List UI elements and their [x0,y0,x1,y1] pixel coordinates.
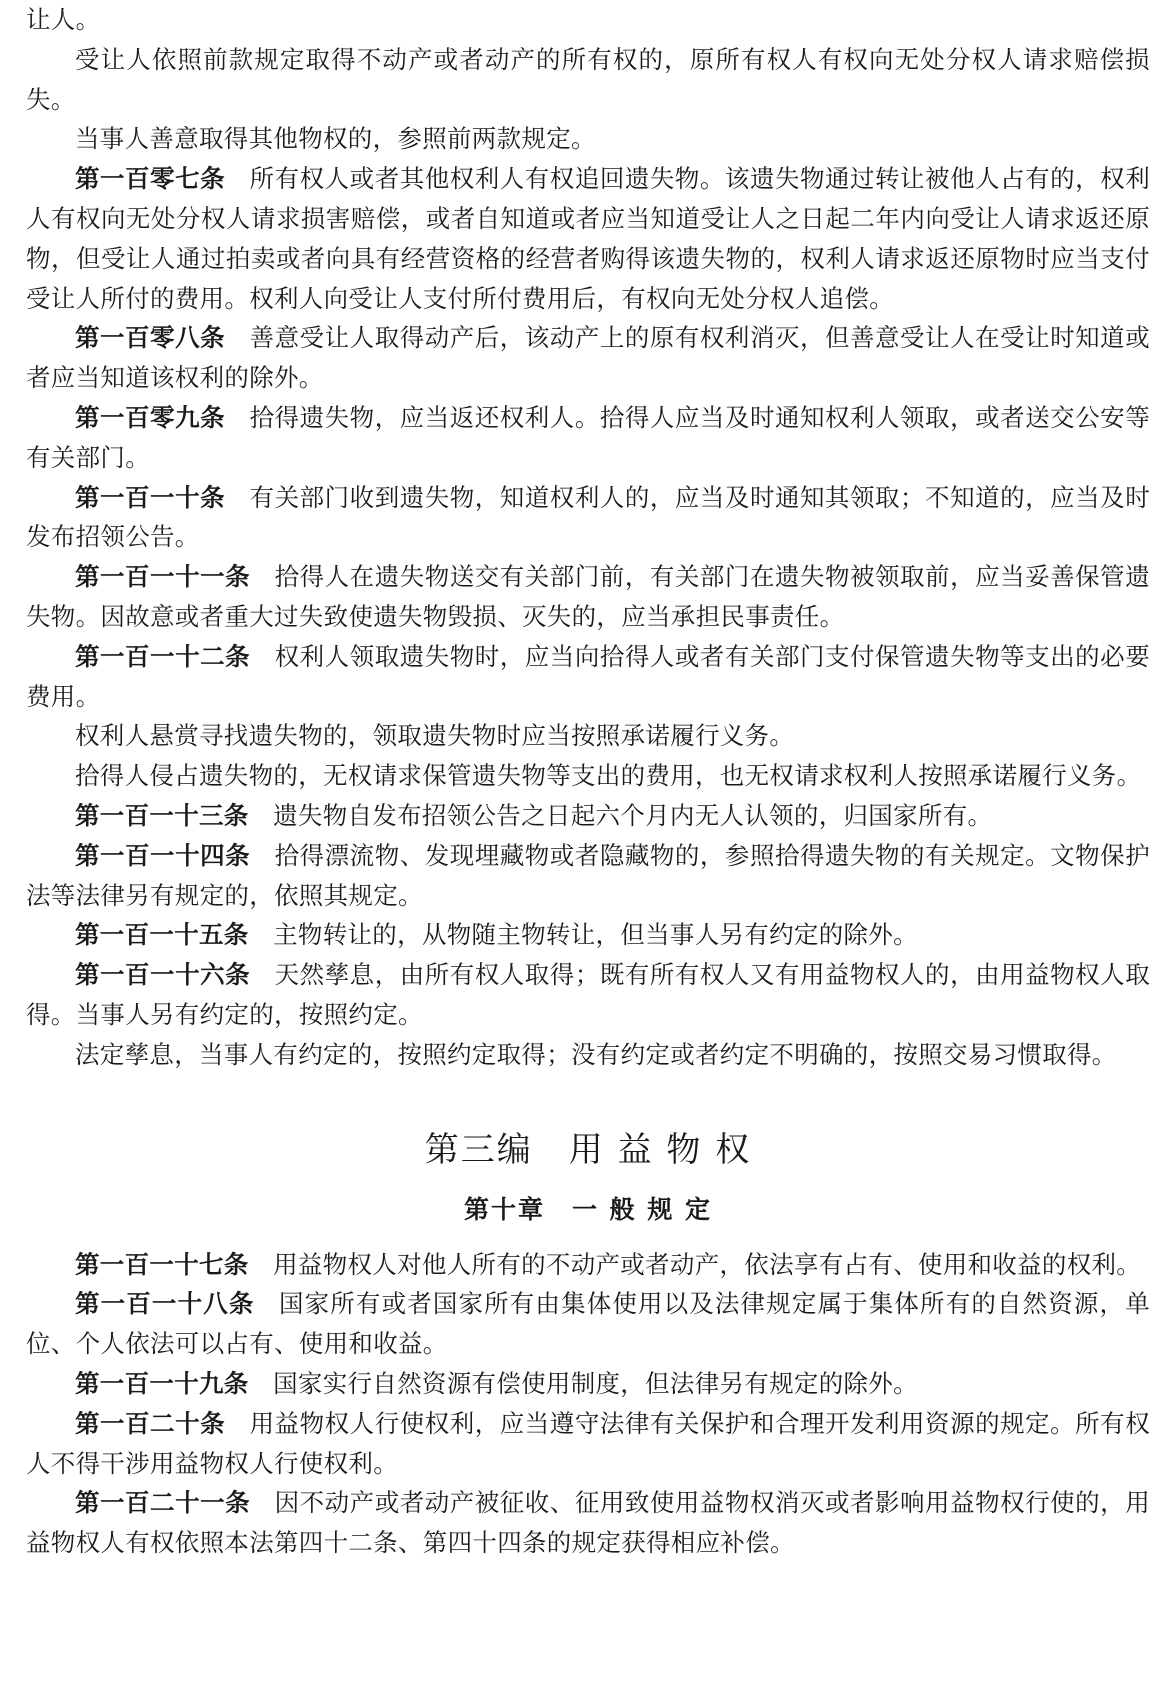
article-paragraph [26,159,1150,318]
article-paragraph [26,836,1150,916]
article-paragraph [26,1483,1150,1563]
paragraph-text: 拾得人在遗失物送交有关部门前，有关部门在遗失物被领取前，应当妥善保管遗失物。因故意或者重大过失致使遗失物毁损、灭失的，应当承担民事责任。 [26,562,1150,631]
paragraph-text: 因不动产或者动产被征收、征用致使用益物权消灭或者影响用益物权行使的，用益物权人有权依照本法第四十二条、第四十四条的规定获得相应补偿。 [26,1488,1150,1558]
article-number: 第一百零九条 [75,402,226,432]
article-paragraph [26,637,1150,717]
article-number: 第一百二十一条 [75,1488,251,1518]
paragraph-text: 所有权人或者其他权利人有权追回遗失物。该遗失物通过转让被他人占有的，权利人有权向无处分权人请求损害赔偿，或者自知道或者应当知道受让人之日起二年内向受让人请求返还原物，但受让人通过拍卖或者向具有经营资格的经营者购得该遗失物的，权利人请求返还原物时应当支付受让人所付的费用。权利人向受让人支付所付费用后，有权向无处分权人追偿。 [26,164,1150,313]
paragraph-text: 受让人依照前款规定取得不动产或者动产的所有权的，原所有权人有权向无处分权人请求赔偿损失。 [26,44,1150,114]
paragraph-text: 国家所有或者国家所有由集体使用以及法律规定属于集体所有的自然资源，单位、个人依法可以占有、使用和收益。 [26,1289,1150,1359]
paragraph-text: 法定孳息，当事人有约定的，按照约定取得；没有约定或者约定不明确的，按照交易习惯取得。 [75,1039,1117,1069]
paragraph-text: 权利人悬赏寻找遗失物的，领取遗失物时应当按照承诺履行义务。 [75,721,795,751]
paragraph-text: 主物转让的，从物随主物转让，但当事人另有约定的除外。 [273,920,918,950]
document-page [26,0,1150,1563]
paragraph [26,1035,1150,1075]
bottom-articles [26,1245,1150,1563]
article-paragraph [26,398,1150,478]
paragraph-text: 善意受让人取得动产后，该动产上的原有权利消灭，但善意受让人在受让时知道或者应当知道该权利的除外。 [26,323,1150,393]
article-number: 第一百一十八条 [75,1289,255,1319]
article-paragraph [26,1245,1150,1285]
article-number: 第一百零八条 [75,323,226,353]
paragraph [26,756,1150,796]
paragraph [26,716,1150,756]
paragraph-text: 用益物权人行使权利，应当遵守法律有关保护和合理开发利用资源的规定。所有权人不得干涉用益物权人行使权利。 [26,1408,1150,1478]
article-paragraph [26,1364,1150,1404]
article-paragraph [26,915,1150,955]
paragraph-text: 当事人善意取得其他物权的，参照前两款规定。 [75,124,596,154]
article-paragraph [26,1404,1150,1484]
article-paragraph [26,318,1150,398]
article-paragraph [26,955,1150,1035]
paragraph [26,0,1150,40]
article-paragraph [26,1284,1150,1364]
article-number: 第一百一十条 [75,482,226,512]
article-number: 第一百一十九条 [75,1368,249,1398]
article-paragraph [26,796,1150,836]
paragraph-text: 权利人领取遗失物时，应当向拾得人或者有关部门支付保管遗失物等支出的必要费用。 [26,641,1150,711]
article-paragraph [26,557,1150,637]
paragraph-text: 有关部门收到遗失物，知道权利人的，应当及时通知其领取；不知道的，应当及时发布招领公告。 [26,482,1150,552]
top-articles [26,0,1150,1075]
paragraph-text: 国家实行自然资源有偿使用制度，但法律另有规定的除外。 [273,1368,918,1398]
paragraph-text: 让人。 [26,5,101,34]
article-number: 第一百一十二条 [75,641,251,671]
paragraph-text: 拾得漂流物、发现埋藏物或者隐藏物的，参照拾得遗失物的有关规定。文物保护法等法律另有规定的，依照其规定。 [26,840,1150,910]
paragraph-text: 用益物权人对他人所有的不动产或者动产，依法享有占有、使用和收益的权利。 [273,1249,1142,1279]
part-title: 第三编 用 益 物 权 [424,1129,752,1170]
article-paragraph [26,478,1150,558]
article-number: 第一百一十七条 [75,1249,249,1279]
article-number: 第一百一十一条 [75,562,251,592]
article-number: 第一百一十四条 [75,840,251,870]
article-number: 第一百一十三条 [75,800,249,830]
paragraph-text: 拾得人侵占遗失物的，无权请求保管遗失物等支出的费用，也无权请求权利人按照承诺履行义务。 [75,761,1142,791]
article-number: 第一百一十六条 [75,960,251,990]
article-number: 第一百一十五条 [75,920,249,950]
paragraph [26,40,1150,120]
paragraph-text: 遗失物自发布招领公告之日起六个月内无人认领的，归国家所有。 [273,800,993,830]
article-number: 第一百二十条 [75,1408,226,1438]
paragraph [26,119,1150,159]
paragraph-text: 天然孳息，由所有权人取得；既有所有权人又有用益物权人的，由用益物权人取得。当事人另有约定的，按照约定。 [26,960,1150,1029]
chapter-title: 第十章 一 般 规 定 [463,1194,713,1224]
article-number: 第一百零七条 [75,164,226,194]
paragraph-text: 拾得遗失物，应当返还权利人。拾得人应当及时通知权利人领取，或者送交公安等有关部门。 [26,402,1150,472]
